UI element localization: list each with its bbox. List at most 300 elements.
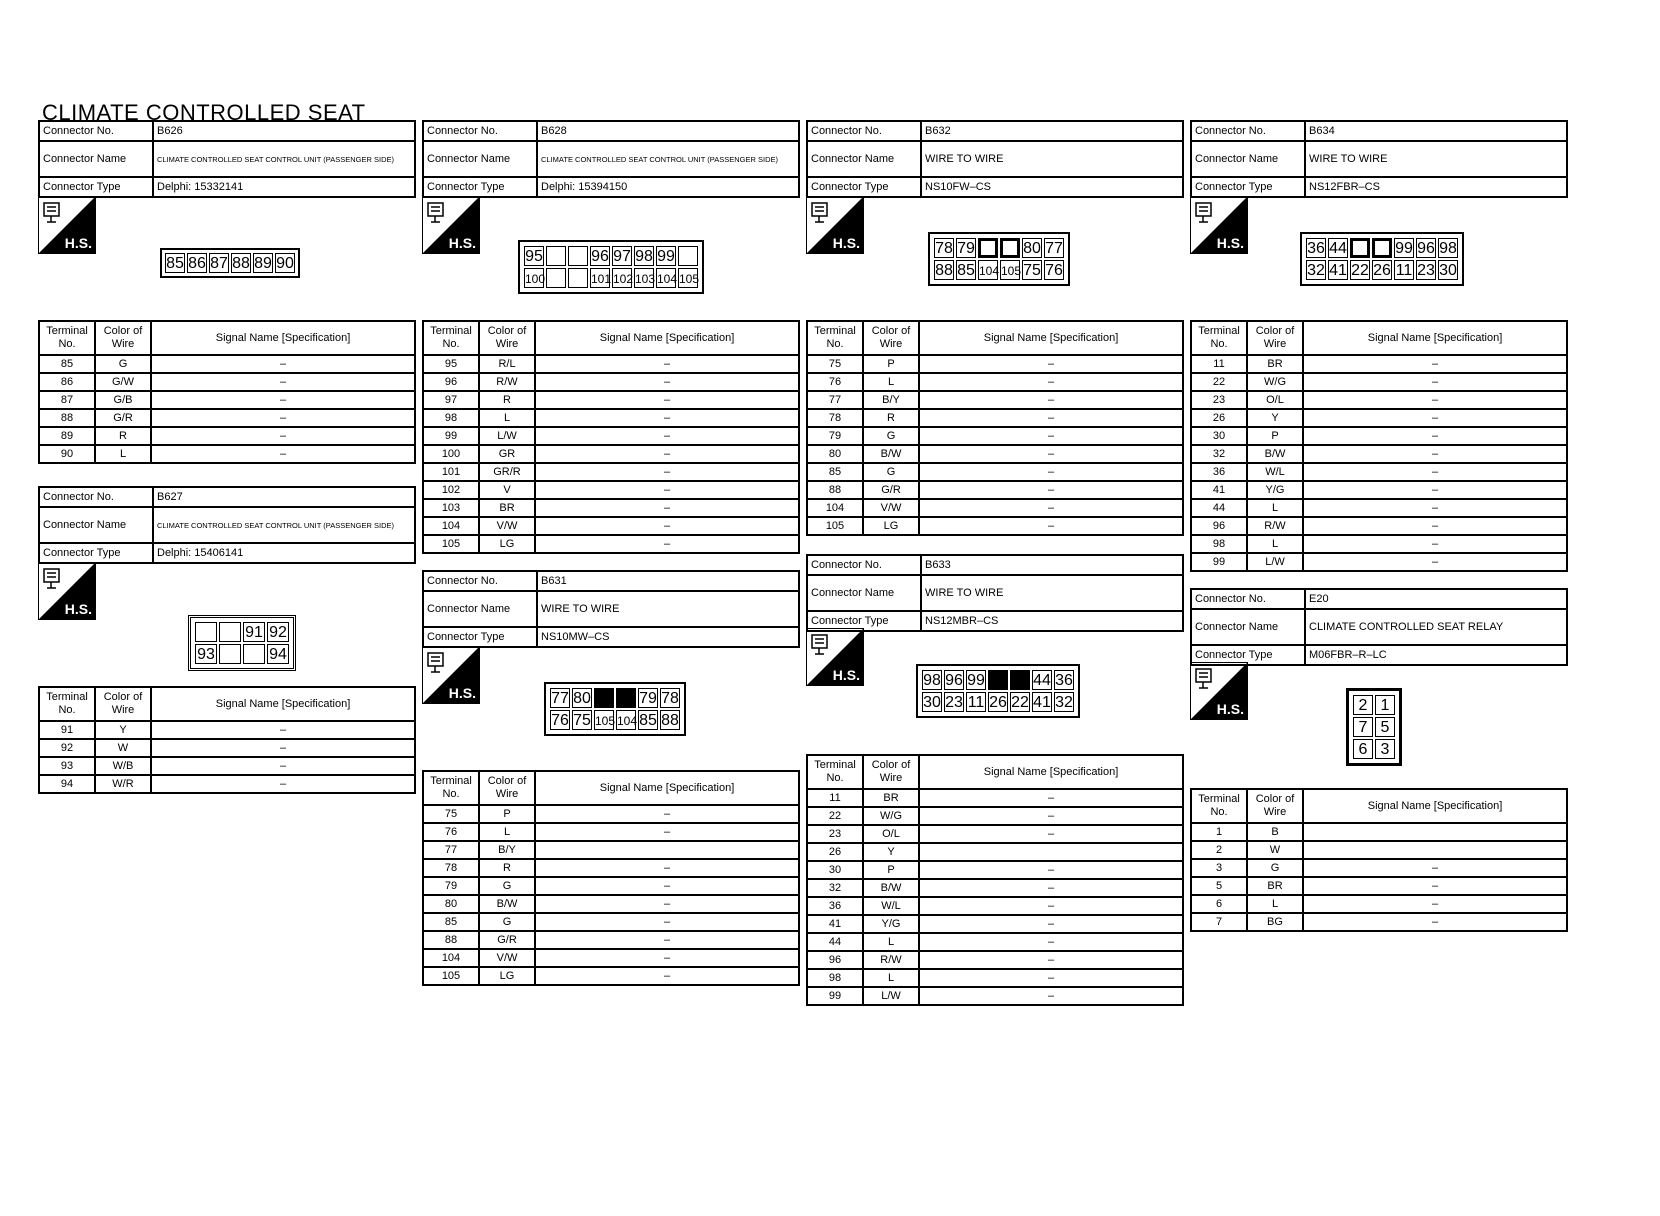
table-row — [807, 499, 1183, 517]
connector-type-label: Connector Type — [1191, 177, 1305, 197]
terminal-no-cell: 41 — [1191, 481, 1247, 499]
connector-pin: 91 — [243, 622, 265, 642]
terminal-no-cell: 1 — [1191, 823, 1247, 841]
terminal-no-cell: 96 — [1191, 517, 1247, 535]
terminal-no-cell: 105 — [423, 967, 479, 985]
connector-no-label: Connector No. — [39, 487, 153, 507]
table-row — [423, 427, 799, 445]
connector-pin: 79 — [957, 240, 975, 257]
terminal-no-cell: 101 — [423, 463, 479, 481]
connector-pin: 96 — [1417, 240, 1435, 257]
connector-face-b626 — [160, 248, 300, 278]
signal-name-cell: – — [1303, 409, 1567, 427]
connector-pin: 5 — [1375, 717, 1395, 737]
signal-name-header: Signal Name [Specification] — [919, 321, 1183, 355]
page-title: CLIMATE CONTROLLED SEAT — [42, 100, 366, 125]
connector-no-label: Connector No. — [423, 571, 537, 591]
wire-color-cell: BR — [863, 789, 919, 807]
wire-color-cell: R — [95, 427, 151, 445]
terminal-no-cell: 99 — [423, 427, 479, 445]
wire-color-cell: O/L — [1247, 391, 1303, 409]
terminal-no-cell: 23 — [1191, 391, 1247, 409]
wire-color-cell: W/L — [1247, 463, 1303, 481]
signal-name-cell: – — [1303, 355, 1567, 373]
terminal-table — [806, 320, 1184, 536]
signal-name-cell: – — [919, 463, 1183, 481]
connector-name-value: CLIMATE CONTROLLED SEAT RELAY — [1305, 609, 1567, 645]
connector-pin: 99 — [657, 248, 675, 265]
harness-side-icon — [1190, 196, 1248, 254]
connector-pin: 1 — [1375, 695, 1395, 715]
signal-name-cell: – — [919, 879, 1183, 897]
wire-color-cell: B/W — [479, 895, 535, 913]
terminal-no-header: Terminal No. — [423, 771, 479, 805]
terminal-table — [1190, 788, 1568, 932]
connector-pin: 100 — [524, 268, 544, 288]
table-row — [1191, 373, 1567, 391]
wire-color-cell: R/L — [479, 355, 535, 373]
signal-name-cell: – — [151, 739, 415, 757]
connector-pin: 89 — [254, 255, 272, 272]
harness-side-icon — [422, 646, 480, 704]
table-row — [423, 391, 799, 409]
terminal-no-cell: 44 — [1191, 499, 1247, 517]
connector-pin: 22 — [1351, 262, 1369, 279]
wire-color-cell: B/W — [1247, 445, 1303, 463]
connector-type-label: Connector Type — [423, 627, 537, 647]
terminal-no-cell: 98 — [1191, 535, 1247, 553]
connector-pin: 23 — [945, 694, 963, 711]
signal-name-cell: – — [151, 409, 415, 427]
connector-empty-cavity — [546, 268, 566, 288]
terminal-no-cell: 76 — [807, 373, 863, 391]
terminal-no-cell: 85 — [807, 463, 863, 481]
table-row — [39, 445, 415, 463]
table-row — [1191, 445, 1567, 463]
terminal-table — [38, 686, 416, 794]
table-row — [807, 373, 1183, 391]
terminal-no-cell: 41 — [807, 915, 863, 933]
terminal-no-cell: 92 — [39, 739, 95, 757]
connector-pin: 105 — [1000, 260, 1020, 280]
wire-color-cell: L — [1247, 499, 1303, 517]
connector-name-value: WIRE TO WIRE — [921, 141, 1183, 177]
signal-name-cell: – — [919, 391, 1183, 409]
signal-name-cell: – — [1303, 517, 1567, 535]
connector-type-label: Connector Type — [807, 611, 921, 631]
connector-key-slot — [978, 238, 998, 258]
connector-name-label: Connector Name — [1191, 609, 1305, 645]
connector-block-b631 — [422, 570, 800, 648]
terminal-no-cell: 11 — [1191, 355, 1247, 373]
signal-name-cell: – — [151, 355, 415, 373]
table-row — [423, 967, 799, 985]
table-row — [423, 499, 799, 517]
wire-color-cell: LG — [479, 967, 535, 985]
connector-name-value: WIRE TO WIRE — [1305, 141, 1567, 177]
connector-key-block — [1010, 670, 1030, 690]
color-of-wire-header: Color of Wire — [863, 755, 919, 789]
signal-name-cell: – — [919, 409, 1183, 427]
wire-color-cell: B/Y — [479, 841, 535, 859]
connector-name-label: Connector Name — [807, 575, 921, 611]
terminal-no-cell: 22 — [807, 807, 863, 825]
connector-no-value: E20 — [1305, 589, 1567, 609]
connector-key-slot — [1350, 238, 1370, 258]
connector-key-block — [594, 688, 614, 708]
connector-block-b632 — [806, 120, 1184, 198]
terminal-no-cell: 94 — [39, 775, 95, 793]
signal-name-header: Signal Name [Specification] — [919, 755, 1183, 789]
table-row — [39, 391, 415, 409]
wire-color-cell: L — [95, 445, 151, 463]
table-row — [423, 895, 799, 913]
wire-color-cell: Y/G — [863, 915, 919, 933]
connector-name-label: Connector Name — [423, 591, 537, 627]
wire-color-cell: G/R — [95, 409, 151, 427]
connector-name-value: WIRE TO WIRE — [537, 591, 799, 627]
connector-key-block — [988, 670, 1008, 690]
terminal-no-header: Terminal No. — [39, 687, 95, 721]
terminal-no-cell: 85 — [39, 355, 95, 373]
connector-pin: 76 — [1045, 262, 1063, 279]
connector-pin: 80 — [573, 690, 591, 707]
wire-color-cell: L — [479, 409, 535, 427]
connector-pin: 103 — [634, 268, 654, 288]
connector-face-b631 — [544, 682, 686, 736]
terminal-no-cell: 93 — [39, 757, 95, 775]
table-row — [39, 427, 415, 445]
connector-pin: 104 — [656, 268, 676, 288]
connector-pin: 36 — [1307, 240, 1325, 257]
connector-pin: 2 — [1353, 695, 1373, 715]
connector-name-label: Connector Name — [423, 141, 537, 177]
signal-name-cell: – — [535, 931, 799, 949]
connector-info-table — [38, 120, 416, 198]
signal-name-cell: – — [535, 535, 799, 553]
connector-pin: 104 — [978, 260, 998, 280]
connector-no-value: B631 — [537, 571, 799, 591]
wire-color-cell: LG — [863, 517, 919, 535]
connector-pin: 78 — [661, 690, 679, 707]
terminal-no-header: Terminal No. — [1191, 321, 1247, 355]
connector-empty-cavity — [546, 246, 566, 266]
terminal-no-cell: 75 — [807, 355, 863, 373]
connector-pin: 104 — [616, 710, 636, 730]
wire-color-cell: L — [863, 969, 919, 987]
connector-pin: 75 — [1023, 262, 1041, 279]
hs-label: H.S. — [64, 601, 92, 617]
table-row — [807, 861, 1183, 879]
connector-block-b633 — [806, 554, 1184, 632]
signal-name-cell: – — [919, 987, 1183, 1005]
table-row — [39, 409, 415, 427]
wire-color-cell: V/W — [863, 499, 919, 517]
signal-name-cell: – — [1303, 463, 1567, 481]
terminal-no-cell: 36 — [1191, 463, 1247, 481]
wire-color-cell: G — [863, 427, 919, 445]
wire-color-cell: BR — [479, 499, 535, 517]
wire-color-cell: G — [479, 913, 535, 931]
harness-side-icon — [806, 196, 864, 254]
wire-color-cell: G — [863, 463, 919, 481]
terminal-table — [422, 320, 800, 554]
connector-block-e20 — [1190, 588, 1568, 666]
table-row — [1191, 841, 1567, 859]
signal-name-cell: – — [535, 859, 799, 877]
connector-key-slot — [1000, 238, 1020, 258]
terminal-no-cell: 104 — [423, 517, 479, 535]
table-row — [807, 789, 1183, 807]
connector-empty-cavity — [568, 246, 588, 266]
connector-key-slot — [1372, 238, 1392, 258]
connector-pin: 26 — [989, 694, 1007, 711]
wire-color-cell: G/R — [863, 481, 919, 499]
signal-name-header: Signal Name [Specification] — [1303, 321, 1567, 355]
signal-name-cell: – — [1303, 859, 1567, 877]
terminal-no-cell: 32 — [1191, 445, 1247, 463]
table-row — [807, 897, 1183, 915]
terminal-no-cell: 22 — [1191, 373, 1247, 391]
terminal-no-cell: 104 — [807, 499, 863, 517]
signal-name-cell: – — [535, 517, 799, 535]
pin-table-b626 — [38, 320, 416, 464]
table-row — [423, 859, 799, 877]
terminal-no-cell: 97 — [423, 391, 479, 409]
connector-pin: 105 — [678, 268, 698, 288]
table-row — [423, 463, 799, 481]
connector-pin: 32 — [1055, 694, 1073, 711]
terminal-no-cell: 88 — [423, 931, 479, 949]
wire-color-cell: W/R — [95, 775, 151, 793]
connector-pin: 97 — [613, 248, 631, 265]
harness-side-icon — [806, 628, 864, 686]
connector-type-value: NS10MW–CS — [537, 627, 799, 647]
pin-table-b628 — [422, 320, 800, 554]
connector-no-value: B633 — [921, 555, 1183, 575]
wire-color-cell: P — [1247, 427, 1303, 445]
wire-color-cell: B — [1247, 823, 1303, 841]
signal-name-cell: – — [919, 861, 1183, 879]
connector-no-value: B627 — [153, 487, 415, 507]
connector-pin: 6 — [1353, 739, 1373, 759]
terminal-no-cell: 105 — [423, 535, 479, 553]
connector-block-b626 — [38, 120, 416, 198]
wire-color-cell: W — [95, 739, 151, 757]
wire-color-cell: L/W — [479, 427, 535, 445]
table-row — [807, 951, 1183, 969]
signal-name-cell: – — [1303, 427, 1567, 445]
signal-name-cell: – — [535, 823, 799, 841]
terminal-no-cell: 30 — [1191, 427, 1247, 445]
table-row — [1191, 823, 1567, 841]
terminal-no-cell: 32 — [807, 879, 863, 897]
table-row — [807, 355, 1183, 373]
pin-table-b634 — [1190, 320, 1568, 572]
wire-color-cell: L/W — [863, 987, 919, 1005]
connector-pin: 88 — [661, 712, 679, 729]
color-of-wire-header: Color of Wire — [479, 771, 535, 805]
signal-name-cell: – — [1303, 913, 1567, 931]
terminal-no-header: Terminal No. — [423, 321, 479, 355]
wire-color-cell: G — [1247, 859, 1303, 877]
connector-name-value: CLIMATE CONTROLLED SEAT CONTROL UNIT (PASSENGER SIDE) — [153, 507, 415, 543]
wire-color-cell: V — [479, 481, 535, 499]
terminal-no-cell: 86 — [39, 373, 95, 391]
signal-name-cell: – — [1303, 481, 1567, 499]
terminal-no-cell: 76 — [423, 823, 479, 841]
signal-name-cell: – — [535, 427, 799, 445]
table-row — [807, 481, 1183, 499]
table-row — [807, 825, 1183, 843]
signal-name-cell: – — [535, 391, 799, 409]
connector-type-value: Delphi: 15406141 — [153, 543, 415, 563]
table-row — [1191, 427, 1567, 445]
table-row — [807, 445, 1183, 463]
pin-table-b627 — [38, 686, 416, 794]
terminal-no-cell: 96 — [807, 951, 863, 969]
connector-pin: 99 — [1395, 240, 1413, 257]
signal-name-cell: – — [919, 807, 1183, 825]
table-row — [423, 355, 799, 373]
signal-name-cell: – — [535, 463, 799, 481]
harness-side-icon — [1190, 662, 1248, 720]
signal-name-cell: – — [919, 355, 1183, 373]
connector-type-label: Connector Type — [807, 177, 921, 197]
connector-pin: 79 — [639, 690, 657, 707]
signal-name-cell: – — [1303, 391, 1567, 409]
table-row — [39, 757, 415, 775]
pin-table-e20 — [1190, 788, 1568, 932]
connector-type-label: Connector Type — [39, 543, 153, 563]
connector-block-b634 — [1190, 120, 1568, 198]
terminal-no-cell: 79 — [423, 877, 479, 895]
connector-pin: 88 — [232, 255, 250, 272]
hs-label: H.S. — [1216, 701, 1244, 717]
terminal-no-cell: 3 — [1191, 859, 1247, 877]
signal-name-cell: – — [535, 355, 799, 373]
wire-color-cell: V/W — [479, 517, 535, 535]
signal-name-cell: – — [1303, 877, 1567, 895]
wire-color-cell: B/Y — [863, 391, 919, 409]
connector-pin: 7 — [1353, 717, 1373, 737]
connector-pin: 99 — [967, 672, 985, 689]
terminal-no-cell: 75 — [423, 805, 479, 823]
terminal-no-cell: 105 — [807, 517, 863, 535]
table-row — [423, 409, 799, 427]
signal-name-header: Signal Name [Specification] — [535, 771, 799, 805]
connector-pin: 77 — [1045, 240, 1063, 257]
connector-face-b633 — [916, 664, 1080, 718]
signal-name-cell: – — [1303, 535, 1567, 553]
connector-pin: 36 — [1055, 672, 1073, 689]
wire-color-cell: P — [863, 355, 919, 373]
wire-color-cell: R/W — [479, 373, 535, 391]
table-row — [1191, 517, 1567, 535]
connector-name-value: CLIMATE CONTROLLED SEAT CONTROL UNIT (PASSENGER SIDE) — [153, 141, 415, 177]
connector-info-table — [806, 554, 1184, 632]
connector-pin: 94 — [267, 644, 289, 664]
wire-color-cell: V/W — [479, 949, 535, 967]
connector-no-label: Connector No. — [807, 121, 921, 141]
signal-name-header: Signal Name [Specification] — [1303, 789, 1567, 823]
signal-name-cell: – — [919, 373, 1183, 391]
color-of-wire-header: Color of Wire — [479, 321, 535, 355]
connector-block-b627 — [38, 486, 416, 564]
signal-name-cell: – — [151, 775, 415, 793]
connector-no-label: Connector No. — [39, 121, 153, 141]
wire-color-cell: R/W — [863, 951, 919, 969]
signal-name-cell: – — [919, 789, 1183, 807]
harness-side-icon — [422, 196, 480, 254]
connector-empty-cavity — [243, 644, 265, 664]
wire-color-cell: B/W — [863, 879, 919, 897]
hs-label: H.S. — [448, 235, 476, 251]
color-of-wire-header: Color of Wire — [1247, 321, 1303, 355]
table-row — [423, 517, 799, 535]
harness-side-icon — [38, 562, 96, 620]
signal-name-cell — [1303, 841, 1567, 859]
connector-name-label: Connector Name — [39, 141, 153, 177]
connector-name-label: Connector Name — [39, 507, 153, 543]
signal-name-cell: – — [919, 951, 1183, 969]
signal-name-header: Signal Name [Specification] — [151, 321, 415, 355]
signal-name-cell: – — [1303, 445, 1567, 463]
table-row — [1191, 859, 1567, 877]
signal-name-cell — [1303, 823, 1567, 841]
wire-color-cell: G/R — [479, 931, 535, 949]
wire-color-cell: W/L — [863, 897, 919, 915]
connector-pin: 95 — [525, 248, 543, 265]
terminal-no-cell: 79 — [807, 427, 863, 445]
terminal-no-cell: 95 — [423, 355, 479, 373]
connector-pin: 41 — [1329, 262, 1347, 279]
signal-name-cell: – — [151, 721, 415, 739]
table-row — [39, 355, 415, 373]
terminal-no-cell: 78 — [423, 859, 479, 877]
terminal-no-cell: 88 — [39, 409, 95, 427]
connector-empty-cavity — [568, 268, 588, 288]
table-row — [423, 805, 799, 823]
signal-name-cell — [919, 843, 1183, 861]
terminal-no-cell: 26 — [807, 843, 863, 861]
table-row — [423, 913, 799, 931]
terminal-no-cell: 99 — [807, 987, 863, 1005]
connector-type-label: Connector Type — [1191, 645, 1305, 665]
connector-pin: 98 — [635, 248, 653, 265]
signal-name-cell: – — [151, 391, 415, 409]
signal-name-cell: – — [151, 427, 415, 445]
connector-name-value: WIRE TO WIRE — [921, 575, 1183, 611]
table-row — [423, 823, 799, 841]
pin-table-b632 — [806, 320, 1184, 536]
wire-color-cell: G — [95, 355, 151, 373]
connector-pin: 78 — [935, 240, 953, 257]
signal-name-cell: – — [919, 933, 1183, 951]
signal-name-cell: – — [535, 409, 799, 427]
table-row — [423, 481, 799, 499]
signal-name-cell: – — [919, 897, 1183, 915]
table-row — [807, 409, 1183, 427]
connector-type-value: Delphi: 15332141 — [153, 177, 415, 197]
connector-no-label: Connector No. — [1191, 121, 1305, 141]
signal-name-cell: – — [919, 481, 1183, 499]
connector-pin: 23 — [1417, 262, 1435, 279]
connector-info-table — [1190, 588, 1568, 666]
connector-pin: 3 — [1375, 739, 1395, 759]
table-row — [39, 373, 415, 391]
connector-empty-cavity — [195, 622, 217, 642]
